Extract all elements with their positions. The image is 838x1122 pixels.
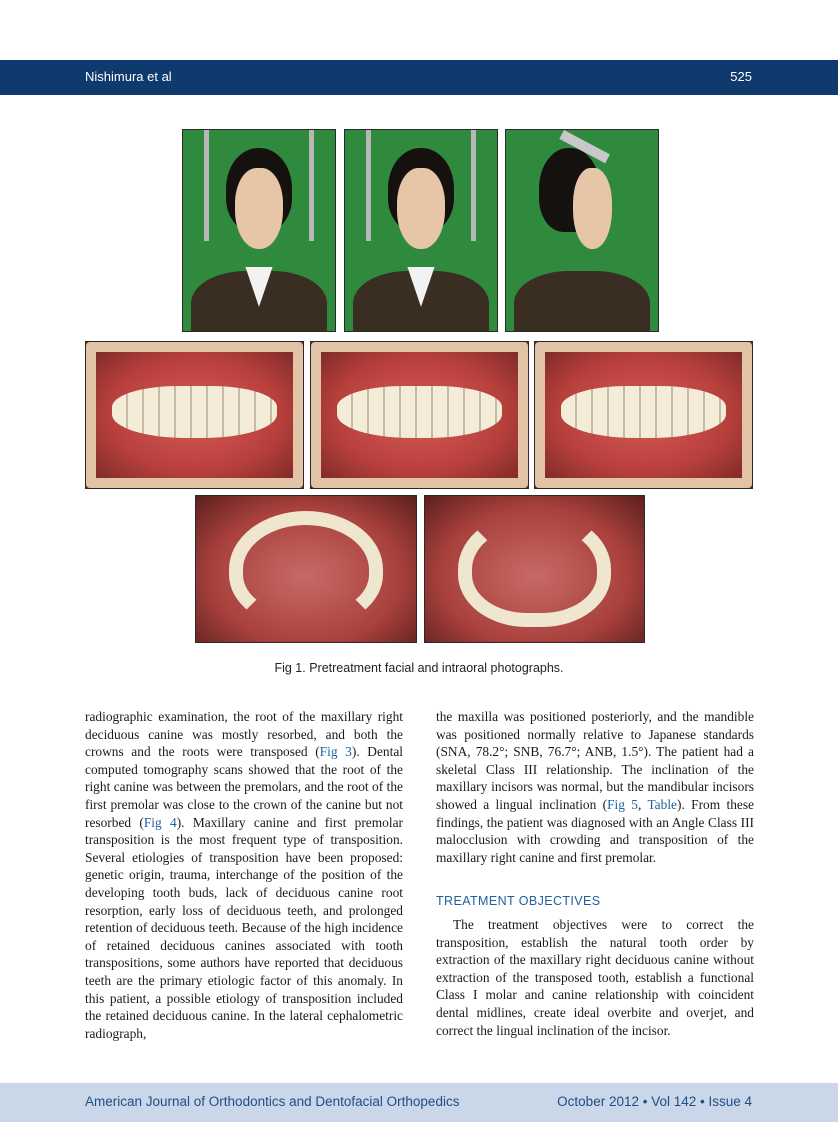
page-number: 525	[730, 69, 752, 84]
intraoral-photo-left	[534, 341, 753, 489]
figure-5-link[interactable]: Fig 5	[607, 796, 638, 812]
journal-name: American Journal of Orthodontics and Dentofacial Orthopedics	[85, 1094, 460, 1109]
body-text: ). Maxillary canine and first premolar transposition is the most frequent type of transposition. Several etiologies of transposition have been proposed: genetic origin, trauma, interchange of the position of the developing tooth buds, lack of deciduous canine root resorption, early loss of deciduous teeth, and prolonged retention of deciduous teeth. Because of the high incidence of retained deciduous canines associated with tooth transpositions, some authors have reported that deciduous teeth are the primary etiologic factor of this anomaly. In this patient, a possible etiology of transposition included the retained deciduous canine. In the lateral cephalometric radiograph,	[85, 814, 403, 1041]
occlusal-photo-lower	[424, 495, 645, 643]
body-paragraph	[85, 708, 403, 1042]
body-text: ,	[638, 796, 648, 812]
facial-photo-smiling	[344, 129, 498, 332]
body-text: ). From these findings, the patient was diagnosed with an Angle Class III malocclusion with crowding and transposition of the maxillary right canine and first premolar.	[436, 796, 754, 865]
figure-caption: Fig 1. Pretreatment facial and intraoral photographs.	[274, 661, 564, 675]
figure-4-link[interactable]: Fig 4	[143, 814, 177, 830]
body-paragraph: The treatment objectives were to correct the transposition, establish the natural tooth order by extraction of the maxillary right deciduous canine without extraction of the transposed tooth, establish a functional Class I molar and canine relationship with coincident dental midlines, create ideal overbite and overjet, and correct the lingual inclination of the incisor.	[436, 916, 754, 1038]
body-text: the maxilla was positioned posteriorly, and the mandible was positioned normally relative to Japanese standards (SNA, 78.2°; SNB, 76.7°; ANB, 1.5°). The patient had a skeletal Class III relationship. The inclination of the maxillary incisors was normal, but the mandibular incisors showed a lingual inclination (	[436, 709, 754, 812]
body-column-left	[85, 708, 403, 1042]
running-header-author: Nishimura et al	[85, 69, 172, 84]
body-text: radiographic examination, the root of the maxillary right deciduous canine was mostly resorbed, and both the crowns and the roots were transposed (	[85, 709, 403, 760]
issue-info: October 2012 • Vol 142 • Issue 4	[557, 1094, 752, 1109]
table-link[interactable]: Table	[647, 796, 677, 812]
facial-photo-frontal	[182, 129, 336, 332]
intraoral-photo-frontal	[310, 341, 529, 489]
body-column-right	[436, 708, 754, 1039]
occlusal-photo-upper	[195, 495, 417, 643]
section-heading-treatment-objectives: TREATMENT OBJECTIVES	[436, 894, 601, 909]
intraoral-photo-right	[85, 341, 304, 489]
body-text: ). Dental computed tomography scans showed that the root of the right canine was between the premolars, and the root of the first premolar was close to the crown of the canine but not resorbed (	[85, 744, 403, 830]
running-footer	[0, 1083, 838, 1122]
facial-photo-profile	[505, 129, 659, 332]
figure-3-link[interactable]: Fig 3	[319, 744, 352, 760]
running-header	[0, 60, 838, 95]
body-paragraph	[436, 708, 754, 866]
